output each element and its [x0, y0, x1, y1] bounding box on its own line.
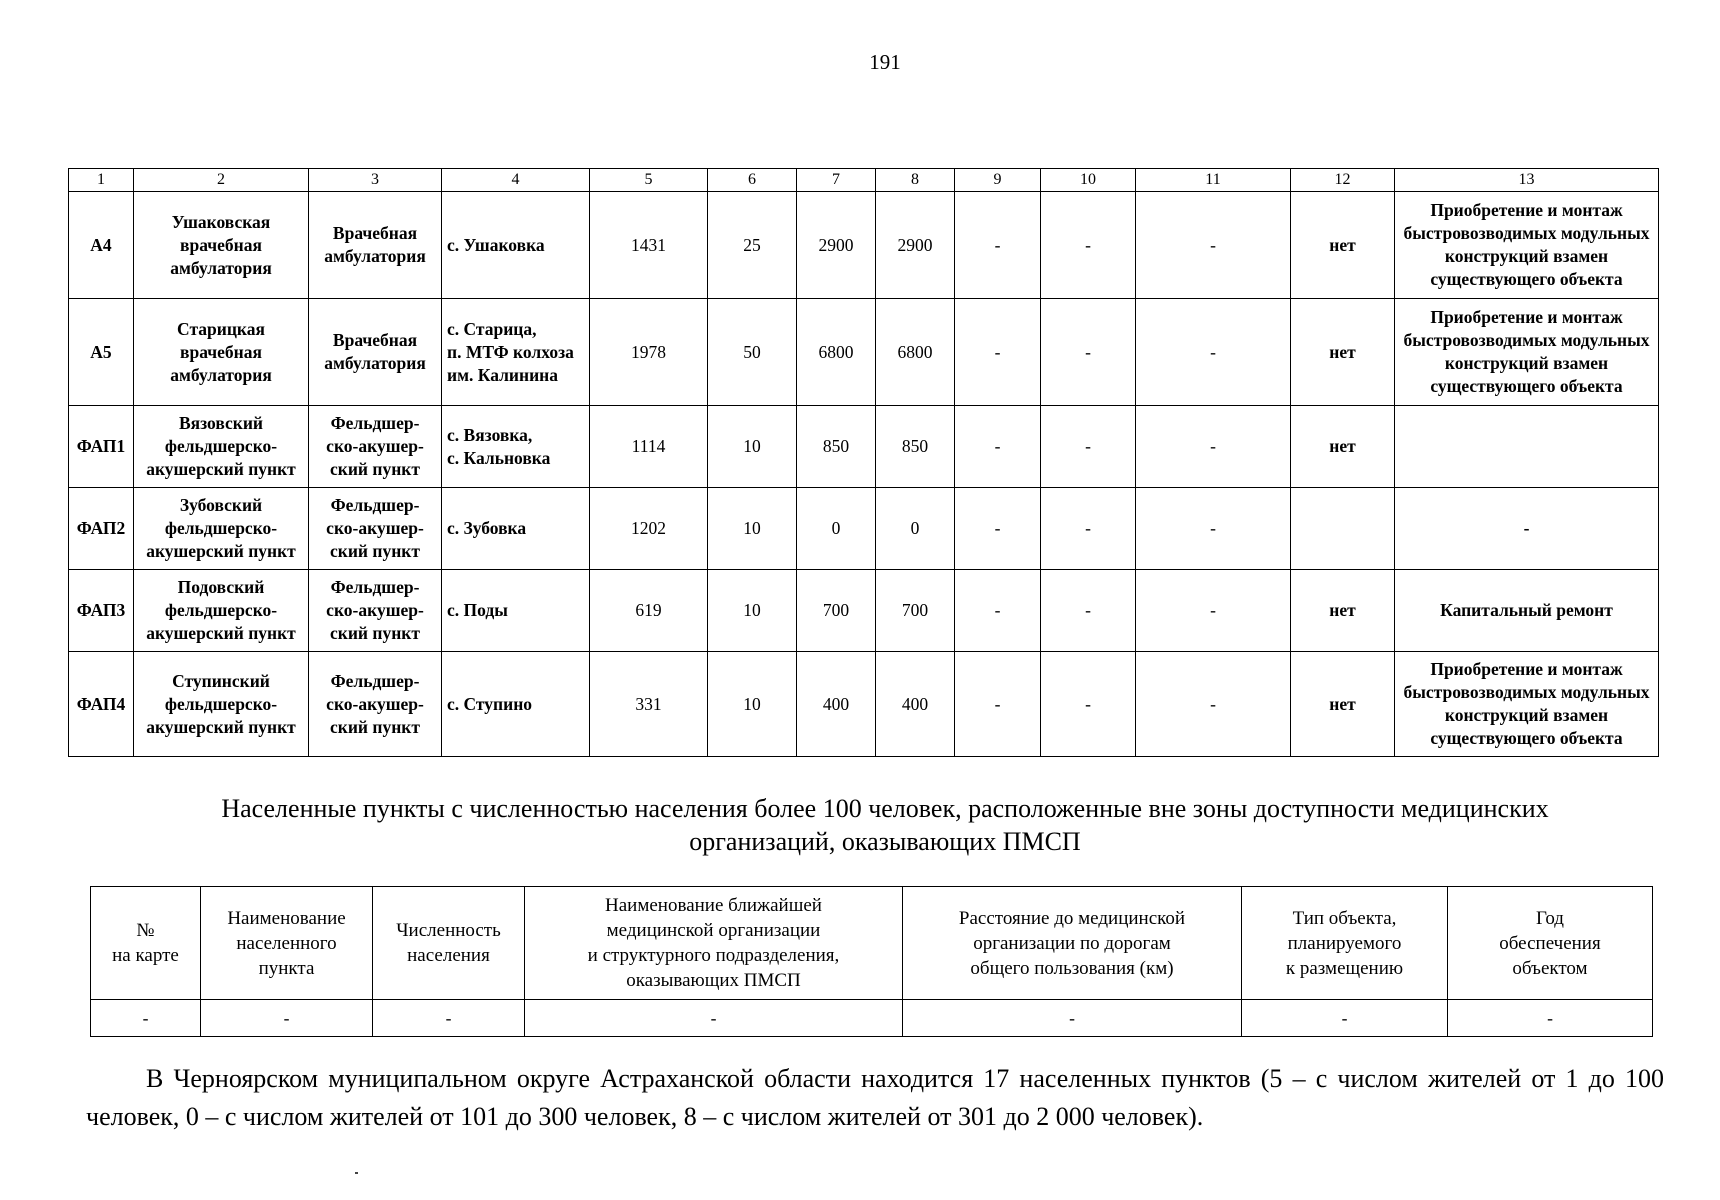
table-row	[69, 570, 1659, 652]
column-number: 1	[69, 169, 134, 192]
column-number: 6	[708, 169, 797, 192]
column-number: 11	[1136, 169, 1291, 192]
settlements: с. Зубовка	[442, 488, 590, 570]
population: 1978	[590, 299, 708, 406]
value-cell: нет	[1291, 570, 1395, 652]
column-number: 2	[134, 169, 309, 192]
summary-paragraph: В Черноярском муниципальном округе Астраханской области находится 17 населенных пунктов (5 – с числом жителей от 1 до 100 человек, 0 – с числом жителей от 101 до 300 человек, 8 – с числом жителей от 301 до 2 000 человек).	[86, 1064, 1664, 1131]
value-cell: -	[1136, 192, 1291, 299]
value-cell: 400	[876, 652, 955, 757]
table-row	[69, 488, 1659, 570]
population: 619	[590, 570, 708, 652]
value-cell: нет	[1291, 406, 1395, 488]
settlements-table	[90, 886, 1653, 1037]
value-cell: -	[1041, 299, 1136, 406]
facility-name: Ступинский фельдшерско- акушерский пункт	[134, 652, 309, 757]
map-code: ФАП4	[69, 652, 134, 757]
value-cell: 10	[708, 570, 797, 652]
scan-dot	[355, 1172, 358, 1174]
value-cell: -	[1041, 406, 1136, 488]
column-number: 12	[1291, 169, 1395, 192]
cell-dash: -	[1448, 1000, 1653, 1037]
value-cell: 6800	[876, 299, 955, 406]
value-cell: 6800	[797, 299, 876, 406]
facility-name: Подовский фельдшерско- акушерский пункт	[134, 570, 309, 652]
value-cell: -	[1136, 570, 1291, 652]
cell-dash: -	[903, 1000, 1242, 1037]
caption-text: Населенные пункты с численностью населения более 100 человек, расположенные вне зоны доступности медицинских организаций, оказывающих ПМСП	[221, 794, 1549, 856]
table-header-row	[91, 887, 1653, 1000]
map-code: А5	[69, 299, 134, 406]
value-cell: -	[1041, 488, 1136, 570]
value-cell: нет	[1291, 299, 1395, 406]
value-cell: 700	[876, 570, 955, 652]
value-cell: нет	[1291, 192, 1395, 299]
value-cell: -	[1136, 488, 1291, 570]
value-cell: -	[1136, 299, 1291, 406]
planned-action: Капитальный ремонт	[1395, 570, 1659, 652]
header-nearest-organization: Наименование ближайшей медицинской организации и структурного подразделения, оказывающих ПМСП	[525, 887, 903, 1000]
value-cell: 2900	[797, 192, 876, 299]
value-cell: 700	[797, 570, 876, 652]
value-cell: 0	[876, 488, 955, 570]
table-header-row	[69, 169, 1659, 192]
facility-type: Фельдшер- ско-акушер- ский пункт	[309, 406, 442, 488]
settlements: с. Ушаковка	[442, 192, 590, 299]
section-caption	[0, 792, 1720, 858]
settlements: с. Поды	[442, 570, 590, 652]
cell-dash: -	[201, 1000, 373, 1037]
column-number: 9	[955, 169, 1041, 192]
cell-dash: -	[525, 1000, 903, 1037]
settlements: с. Ступино	[442, 652, 590, 757]
facility-type: Врачебная амбулатория	[309, 192, 442, 299]
value-cell	[1291, 488, 1395, 570]
value-cell: -	[1136, 652, 1291, 757]
facility-name: Старицкая врачебная амбулатория	[134, 299, 309, 406]
value-cell: 0	[797, 488, 876, 570]
header-map-number: № на карте	[91, 887, 201, 1000]
value-cell: 2900	[876, 192, 955, 299]
settlements: с. Старица, п. МТФ колхоза им. Калинина	[442, 299, 590, 406]
value-cell: -	[955, 406, 1041, 488]
value-cell: -	[1041, 570, 1136, 652]
facility-name: Зубовский фельдшерско- акушерский пункт	[134, 488, 309, 570]
value-cell: -	[955, 652, 1041, 757]
planned-action	[1395, 406, 1659, 488]
value-cell: нет	[1291, 652, 1395, 757]
value-cell: 10	[708, 488, 797, 570]
value-cell: -	[1041, 652, 1136, 757]
map-code: ФАП1	[69, 406, 134, 488]
population: 1202	[590, 488, 708, 570]
value-cell: -	[955, 192, 1041, 299]
table-row	[69, 192, 1659, 299]
value-cell: 25	[708, 192, 797, 299]
value-cell: 850	[797, 406, 876, 488]
header-object-type: Тип объекта, планируемого к размещению	[1242, 887, 1448, 1000]
value-cell: 10	[708, 406, 797, 488]
planned-action: Приобретение и монтаж быстровозводимых модульных конструкций взамен существующего объекта	[1395, 192, 1659, 299]
table-row	[69, 299, 1659, 406]
page-number: 191	[869, 50, 901, 74]
map-code: ФАП2	[69, 488, 134, 570]
value-cell: 400	[797, 652, 876, 757]
column-number: 4	[442, 169, 590, 192]
header-population: Численность населения	[373, 887, 525, 1000]
facility-type: Врачебная амбулатория	[309, 299, 442, 406]
facility-type: Фельдшер- ско-акушер- ский пункт	[309, 652, 442, 757]
column-number: 3	[309, 169, 442, 192]
table-row	[69, 652, 1659, 757]
header-provision-year: Год обеспечения объектом	[1448, 887, 1653, 1000]
population: 1431	[590, 192, 708, 299]
planned-action: -	[1395, 488, 1659, 570]
header-settlement-name: Наименование населенного пункта	[201, 887, 373, 1000]
planned-action: Приобретение и монтаж быстровозводимых модульных конструкций взамен существующего объекта	[1395, 652, 1659, 757]
value-cell: -	[955, 299, 1041, 406]
value-cell: 850	[876, 406, 955, 488]
value-cell: -	[1041, 192, 1136, 299]
value-cell: -	[955, 488, 1041, 570]
settlements: с. Вязовка, с. Кальновка	[442, 406, 590, 488]
facility-type: Фельдшер- ско-акушер- ский пункт	[309, 570, 442, 652]
population: 1114	[590, 406, 708, 488]
map-code: ФАП3	[69, 570, 134, 652]
facilities-table	[68, 168, 1659, 757]
cell-dash: -	[91, 1000, 201, 1037]
table-row	[91, 1000, 1653, 1037]
value-cell: -	[1136, 406, 1291, 488]
facility-type: Фельдшер- ско-акушер- ский пункт	[309, 488, 442, 570]
cell-dash: -	[1242, 1000, 1448, 1037]
header-distance: Расстояние до медицинской организации по дорогам общего пользования (км)	[903, 887, 1242, 1000]
facility-name: Вязовский фельдшерско- акушерский пункт	[134, 406, 309, 488]
planned-action: Приобретение и монтаж быстровозводимых модульных конструкций взамен существующего объекта	[1395, 299, 1659, 406]
population: 331	[590, 652, 708, 757]
value-cell: 50	[708, 299, 797, 406]
column-number: 10	[1041, 169, 1136, 192]
value-cell: -	[955, 570, 1041, 652]
column-number: 7	[797, 169, 876, 192]
column-number: 5	[590, 169, 708, 192]
facility-name: Ушаковская врачебная амбулатория	[134, 192, 309, 299]
cell-dash: -	[373, 1000, 525, 1037]
map-code: А4	[69, 192, 134, 299]
column-number: 8	[876, 169, 955, 192]
table-row	[69, 406, 1659, 488]
column-number: 13	[1395, 169, 1659, 192]
value-cell: 10	[708, 652, 797, 757]
